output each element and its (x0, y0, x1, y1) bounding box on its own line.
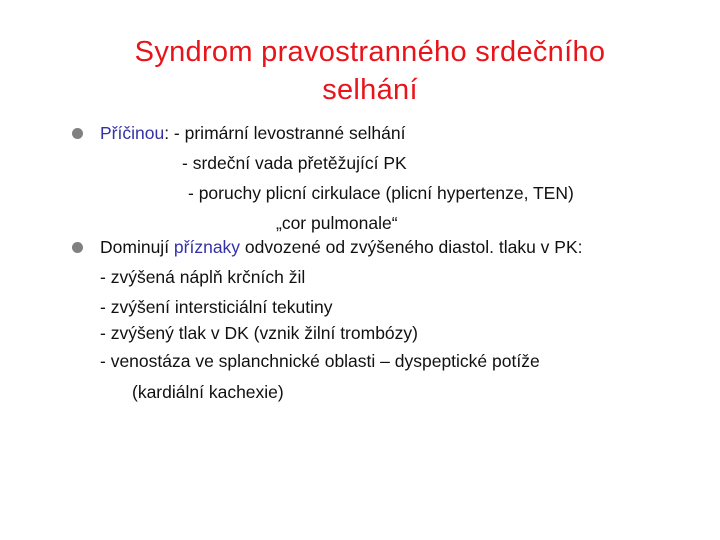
bullet-dot-1 (72, 128, 83, 139)
bullet-dot-2 (72, 242, 83, 253)
symptom-line-3: - zvýšený tlak v DK (vznik žilní trombózy) (100, 323, 418, 343)
symptoms-prefix: Dominují (100, 237, 174, 257)
symptom-line-4: - venostáza ve splanchnické oblasti – dyspeptické potíže (100, 351, 540, 371)
slide-title (60, 33, 680, 109)
symptoms-keyword: příznaky (173, 237, 241, 257)
cause-line-4: „cor pulmonale“ (276, 213, 398, 233)
bullet2-first-line (100, 236, 583, 258)
cause-line-2: - srdeční vada přetěžující PK (182, 153, 407, 173)
symptom-line-1: - zvýšená náplň krčních žil (100, 267, 306, 287)
symptoms-text: odvozené od zvýšeného diastol. tlaku v PK: (240, 237, 583, 257)
cause-text: : - primární levostranné selhání (164, 123, 406, 143)
symptom-line-2: - zvýšení intersticiální tekutiny (100, 297, 333, 317)
title-line-1: Syndrom pravostranného srdečního (134, 36, 606, 68)
title-line-2: selhání (322, 74, 418, 106)
bullet1-first-line (100, 122, 405, 144)
cause-line-3: - poruchy plicní cirkulace (plicní hypertenze, TEN) (188, 183, 574, 203)
symptom-line-5: (kardiální kachexie) (132, 382, 284, 402)
cause-keyword: Příčinou (100, 123, 165, 143)
